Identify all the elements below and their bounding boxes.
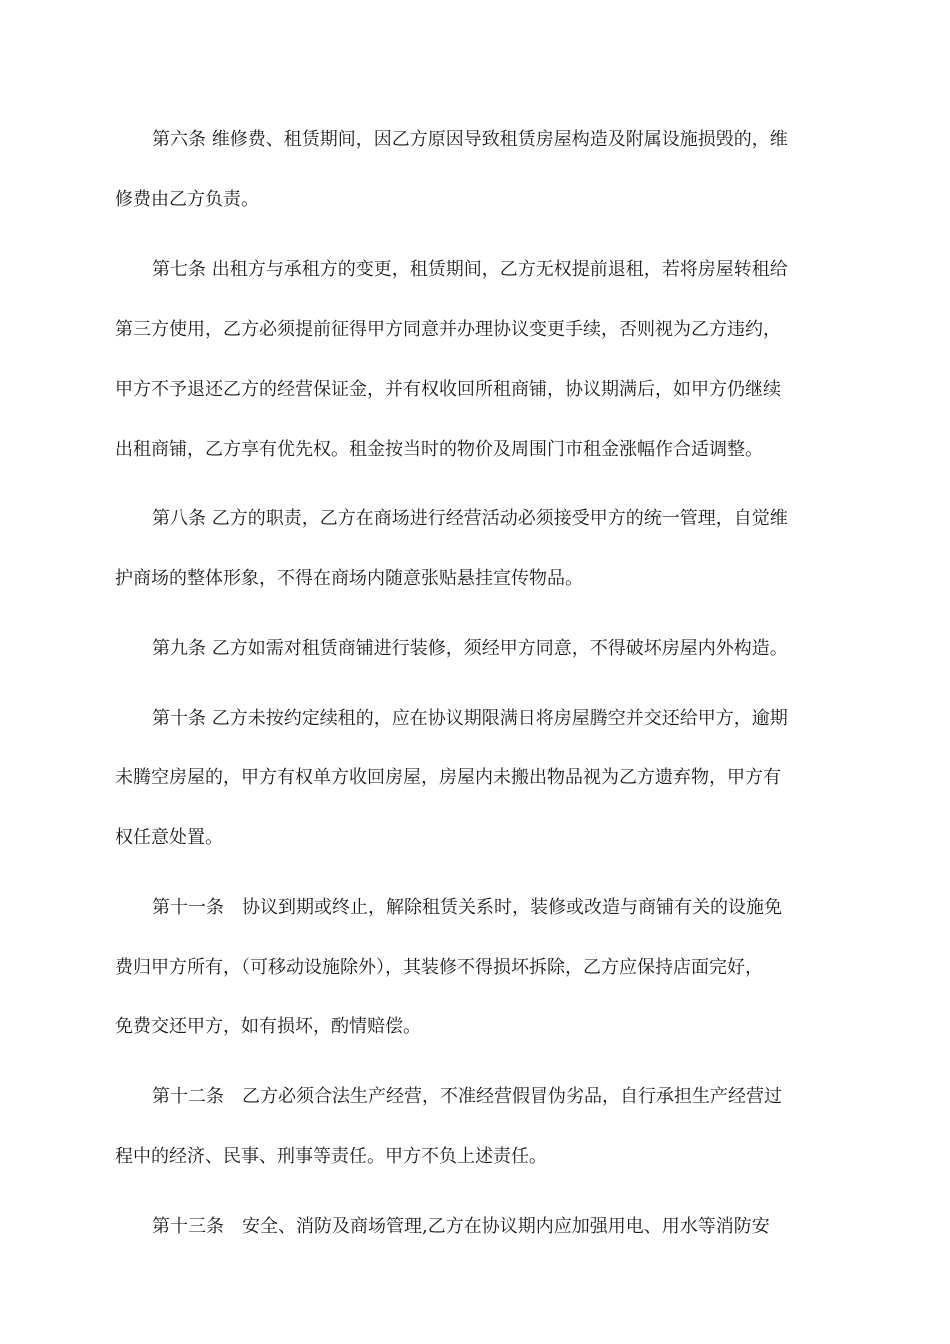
article-7-line-3: 甲方不予退还乙方的经营保证金，并有权收回所租商铺，协议期满后，如甲方仍继续 <box>115 379 781 400</box>
article-11-line-1: 第十一条 协议到期或终止，解除租赁关系时，装修或改造与商铺有关的设施免 <box>152 897 782 918</box>
article-6-line-1: 第六条 维修费、租赁期间，因乙方原因导致租赁房屋构造及附属设施损毁的，维 <box>152 129 788 150</box>
article-13-line-1: 第十三条 安全、消防及商场管理,乙方在协议期内应加强用电、用水等消防安 <box>152 1216 770 1237</box>
article-8-line-2: 护商场的整体形象，不得在商场内随意张贴悬挂宣传物品。 <box>115 568 583 589</box>
article-12-line-1: 第十二条 乙方必须合法生产经营，不准经营假冒伪劣品，自行承担生产经营过 <box>152 1086 782 1107</box>
article-7-line-4: 出租商铺，乙方享有优先权。租金按当时的物价及周围门市租金涨幅作合适调整。 <box>115 439 763 460</box>
article-6-line-2: 修费由乙方负责。 <box>115 189 259 210</box>
article-11-line-2: 费归甲方所有，（可移动设施除外），其装修不得损坏拆除，乙方应保持店面完好， <box>115 957 763 978</box>
article-10-line-2: 未腾空房屋的，甲方有权单方收回房屋，房屋内未搬出物品视为乙方遗弃物，甲方有 <box>115 767 781 788</box>
article-7-line-1: 第七条 出租方与承租方的变更，租赁期间，乙方无权提前退租，若将房屋转租给 <box>152 259 788 280</box>
article-10-line-3: 权任意处置。 <box>115 827 223 848</box>
article-7-line-2: 第三方使用，乙方必须提前征得甲方同意并办理协议变更手续，否则视为乙方违约， <box>115 319 781 340</box>
article-12-line-2: 程中的经济、民事、刑事等责任。甲方不负上述责任。 <box>115 1146 547 1167</box>
article-8-line-1: 第八条 乙方的职责，乙方在商场进行经营活动必须接受甲方的统一管理，自觉维 <box>152 508 788 529</box>
article-9-line-1: 第九条 乙方如需对租赁商铺进行装修，须经甲方同意，不得破坏房屋内外构造。 <box>152 638 788 659</box>
article-10-line-1: 第十条 乙方未按约定续租的，应在协议期限满日将房屋腾空并交还给甲方，逾期 <box>152 708 788 729</box>
article-11-line-3: 免费交还甲方，如有损坏，酌情赔偿。 <box>115 1016 421 1037</box>
